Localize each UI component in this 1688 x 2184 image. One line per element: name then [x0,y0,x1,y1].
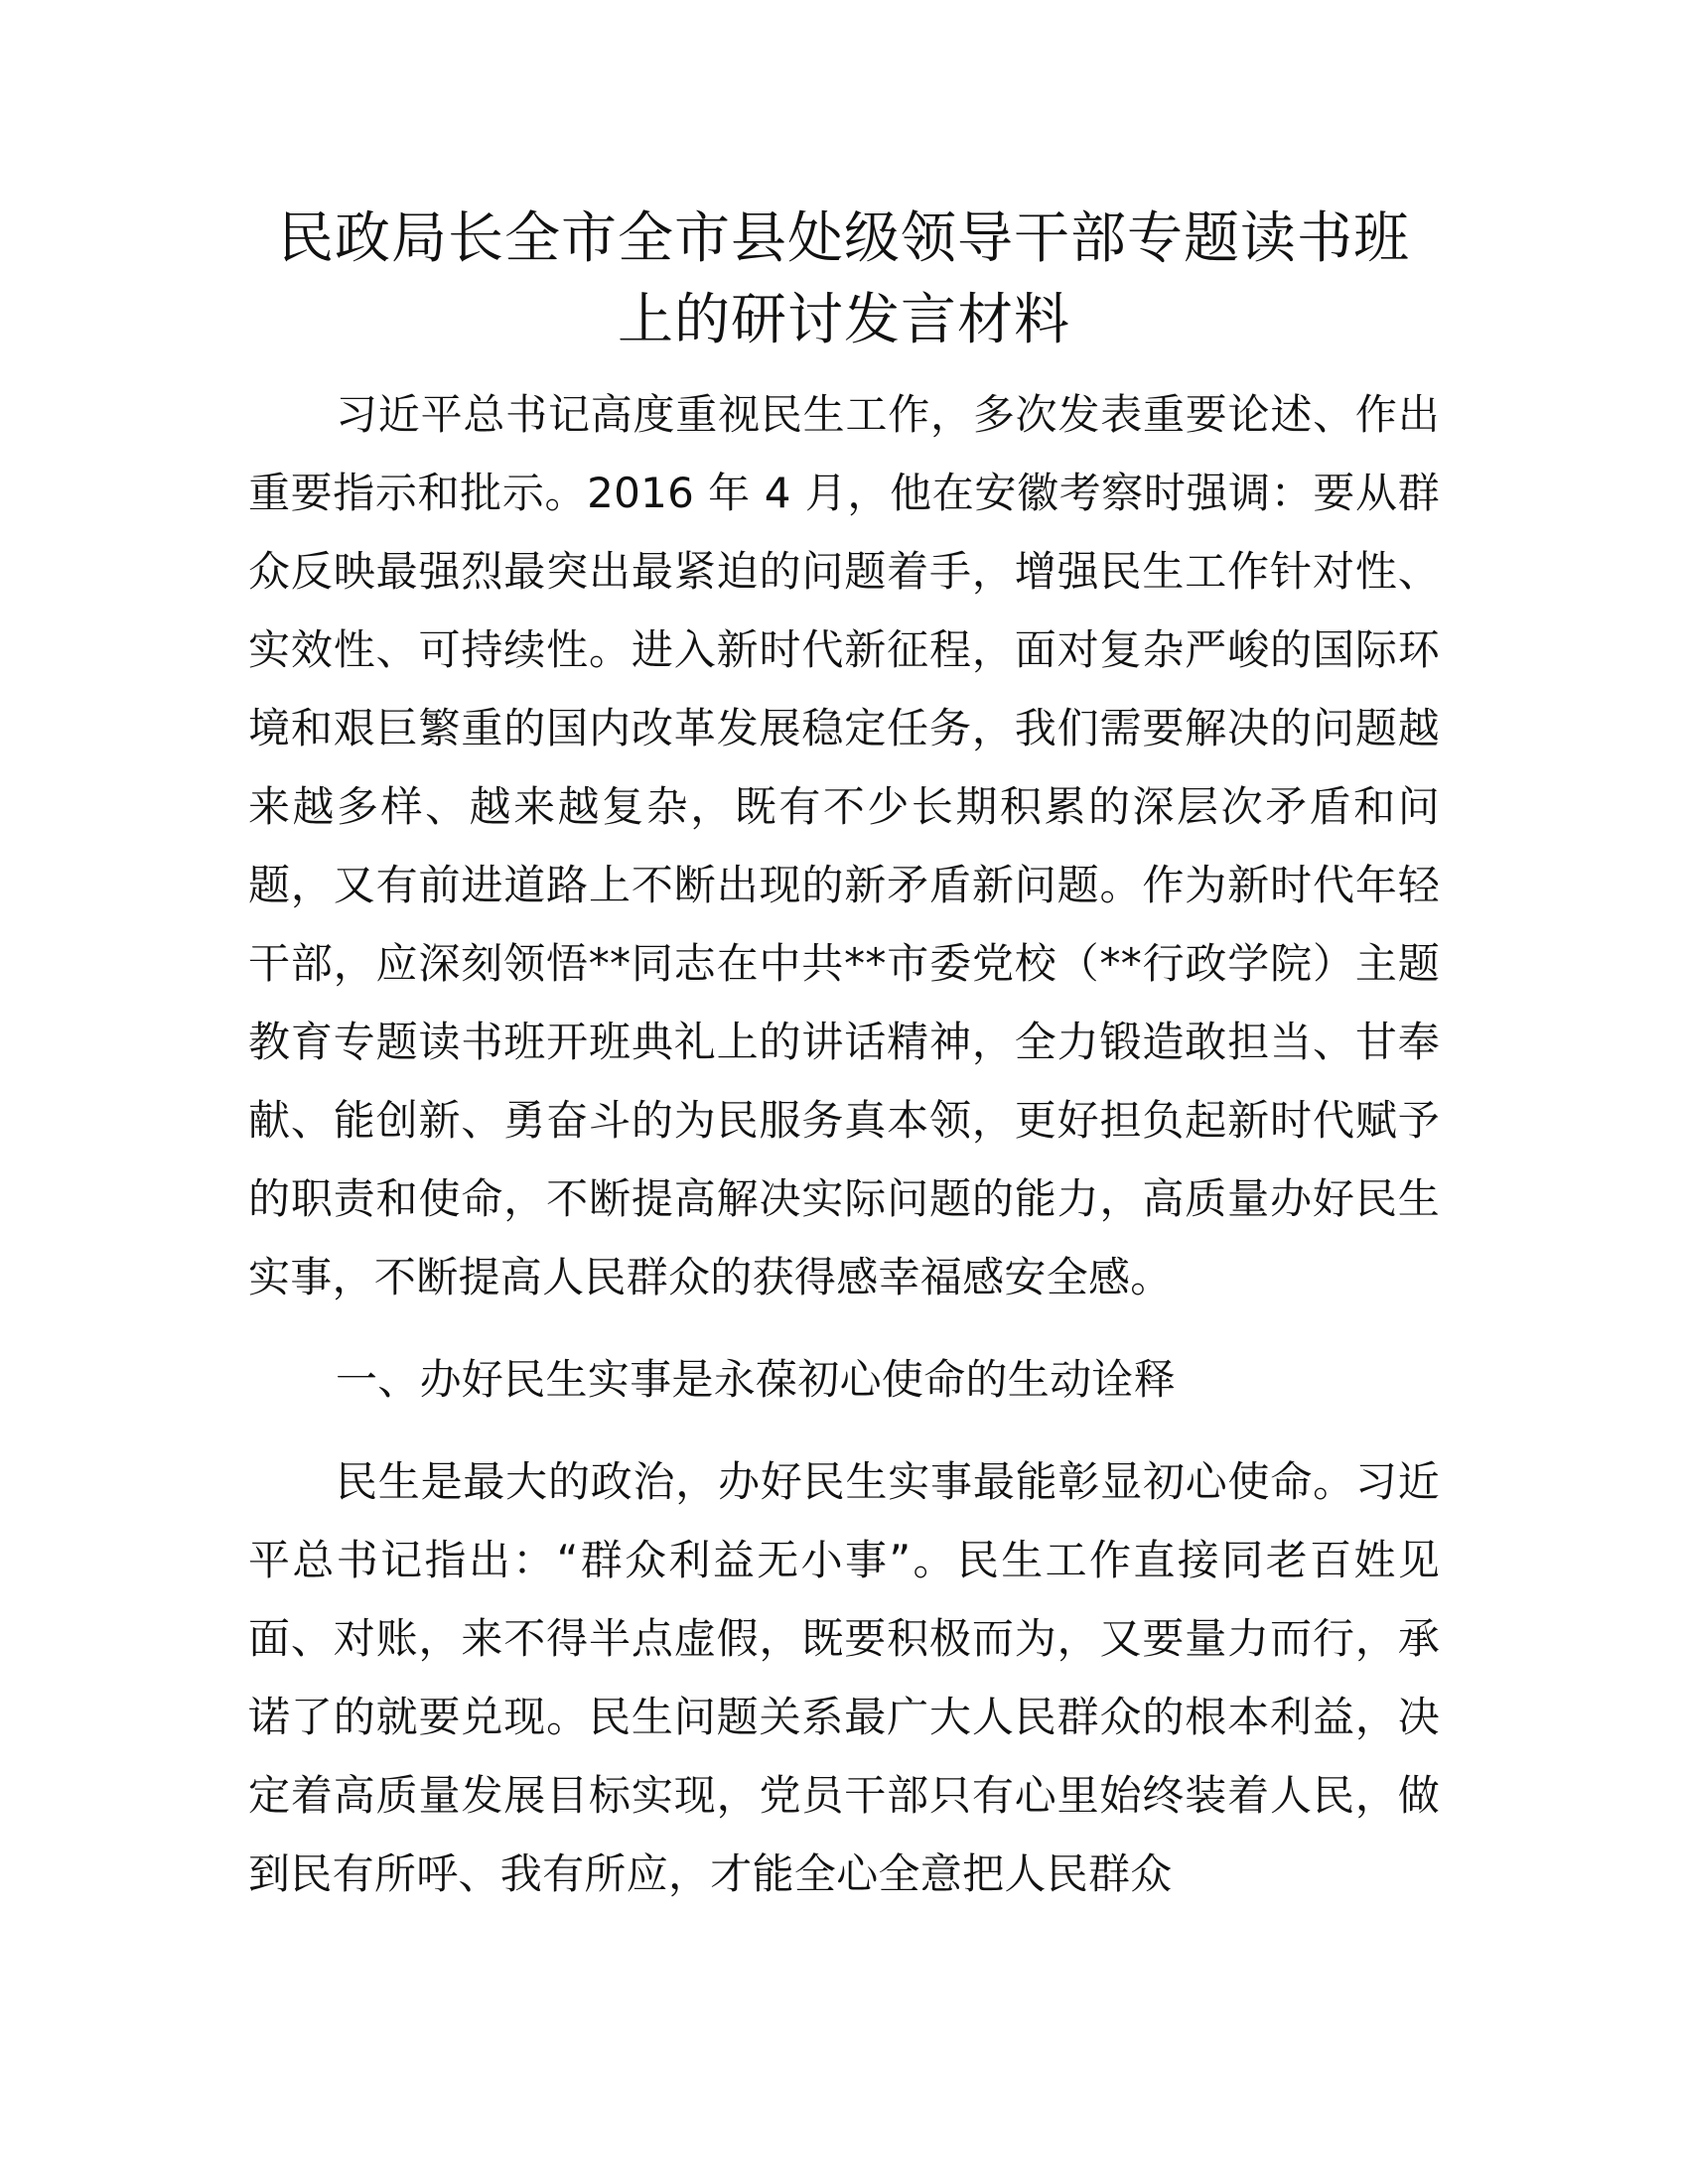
section-heading-1: 一、办好民生实事是永葆初心使命的生动诠释 [336,1355,1177,1404]
title-line-1: 民政局长全市全市县处级领导干部专题读书班 [278,206,1410,271]
title-line-2: 上的研讨发言材料 [618,288,1070,352]
paragraph-intro: 习近平总书记高度重视民生工作，多次发表重要论述、作出重要指示和批示。2016 年 4 月，他在安徽考察时强调：要从群众反映最强烈最突出最紧迫的问题着手，增强民生工作针对性、实效性、可持续性。进入新时代新征程，面对复杂严峻的国际环境和艰巨繁重的国内改革发展稳定任务，我们需要解决的问题越来越多样、越来越复杂，既有不少长期积累的深层次矛盾和问题，又有前进道路上不断出现的新矛盾新问题。作为新时代年轻干部，应深刻领悟**同志在中共**市委党校（**行政学院）主题教育专题读书班开班典礼上的讲话精神，全力锻造敢担当、甘奉献、能创新、勇奋斗的为民服务真本领，更好担负起新时代赋予的职责和使命，不断提高解决实际问题的能力，高质量办好民生实事，不断提高人民群众的获得感幸福感安全感。 [248,390,1440,1301]
document-title [209,199,1479,361]
document-body [248,375,1440,1913]
paragraph-section-1: 民生是最大的政治，办好民生实事最能彰显初心使命。习近平总书记指出：“群众利益无小事”。民生工作直接同老百姓见面、对账，来不得半点虚假，既要积极而为，又要量力而行，承诺了的就要兑现。民生问题关系最广大人民群众的根本利益，决定着高质量发展目标实现，党员干部只有心里始终装着人民，做到民有所呼、我有所应，才能全心全意把人民群众 [248,1457,1440,1898]
